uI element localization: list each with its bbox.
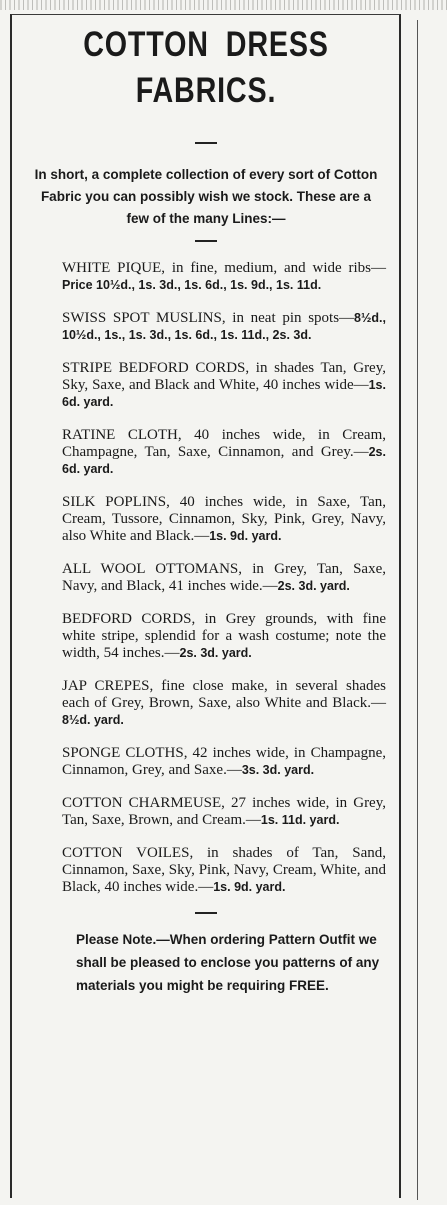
divider-rule: [195, 240, 217, 242]
fabric-description: RATINE CLOTH, 40 inches wide, in Cream, Champagne, Tan, Saxe, Cinnamon, and Grey.—: [62, 427, 386, 460]
pattern-note: Please Note.—When ordering Pattern Outfit we shall be pleased to enclose you patterns of any materials you might be requiring FREE.: [76, 932, 380, 993]
fabric-price: 1s. 6d. yard.: [62, 378, 386, 409]
fabric-price: Price 10½d., 1s. 3d., 1s. 6d., 1s. 9d., 1s. 11d.: [62, 278, 322, 292]
fabric-price: 1s. 9d. yard.: [209, 529, 282, 543]
fabric-description: COTTON CHARMEUSE, 27 inches wide, in Grey, Tan, Saxe, Brown, and Cream.—: [62, 795, 386, 828]
fabric-item: [20, 678, 392, 729]
fabric-description: STRIPE BEDFORD CORDS, in shades Tan, Grey, Sky, Saxe, and Black and White, 40 inches wide—: [62, 360, 386, 393]
fabric-price: 2s. 6d. yard.: [62, 445, 386, 476]
fabric-item: [20, 795, 392, 829]
intro-text: In short, a complete collection of every sort of Cotton Fabric you can possibly wish we stock. These are a few of the many Lines:—: [34, 167, 378, 226]
fabric-price: 8½d. yard.: [62, 713, 124, 727]
fabric-description: SPONGE CLOTHS, 42 inches wide, in Champagne, Cinnamon, Grey, and Saxe.—: [62, 745, 386, 778]
fabric-price: 1s. 9d. yard.: [213, 880, 286, 894]
fabric-item: [20, 845, 392, 896]
headline: [53, 22, 358, 114]
page-top-edge: [0, 0, 447, 10]
fabric-item: [20, 745, 392, 779]
fabric-price: 2s. 3d. yard.: [179, 646, 252, 660]
headline-line-2: FABRICS.: [135, 71, 277, 110]
fabric-item: [20, 310, 392, 344]
fabric-item: [20, 427, 392, 478]
fabric-description: WHITE PIQUE, in fine, medium, and wide ribs—: [62, 260, 386, 276]
fabric-description: SILK POPLINS, 40 inches wide, in Saxe, Tan, Cream, Tussore, Cinnamon, Sky, Pink, Grey, Navy, also White and Black.—: [62, 494, 386, 544]
fabric-item: [20, 494, 392, 545]
fabric-item: [20, 561, 392, 595]
advertisement: [20, 22, 392, 997]
fabric-description: BEDFORD CORDS, in Grey grounds, with fine white stripe, splendid for a wash costume; note the width, 54 inches.—: [62, 611, 386, 661]
fabric-price: 1s. 11d. yard.: [260, 813, 340, 827]
fabric-price: 3s. 3d. yard.: [241, 763, 315, 777]
fabric-description: ALL WOOL OTTOMANS, in Grey, Tan, Saxe, Navy, and Black, 41 inches wide.—: [62, 561, 386, 594]
fabric-item: [20, 360, 392, 411]
fabric-item: [20, 611, 392, 662]
fabric-list: [20, 260, 392, 896]
column-divider: [417, 20, 418, 1200]
fabric-price: 8½d., 10½d., 1s., 1s. 3d., 1s. 6d., 1s. 11d., 2s. 3d.: [62, 311, 386, 342]
fabric-description: SWISS SPOT MUSLINS, in neat pin spots—: [62, 310, 355, 326]
fabric-item: [20, 260, 392, 294]
fabric-price: 2s. 3d. yard.: [277, 579, 350, 593]
divider-rule: [195, 142, 217, 144]
divider-rule: [195, 912, 217, 914]
headline-line-1: COTTON DRESS: [83, 25, 329, 64]
fabric-description: COTTON VOILES, in shades of Tan, Sand, Cinnamon, Saxe, Sky, Pink, Navy, Cream, White, and Black, 40 inches wide.—: [62, 845, 386, 895]
fabric-description: JAP CREPES, fine close make, in several shades each of Grey, Brown, Saxe, also White and Black.—: [62, 678, 386, 711]
